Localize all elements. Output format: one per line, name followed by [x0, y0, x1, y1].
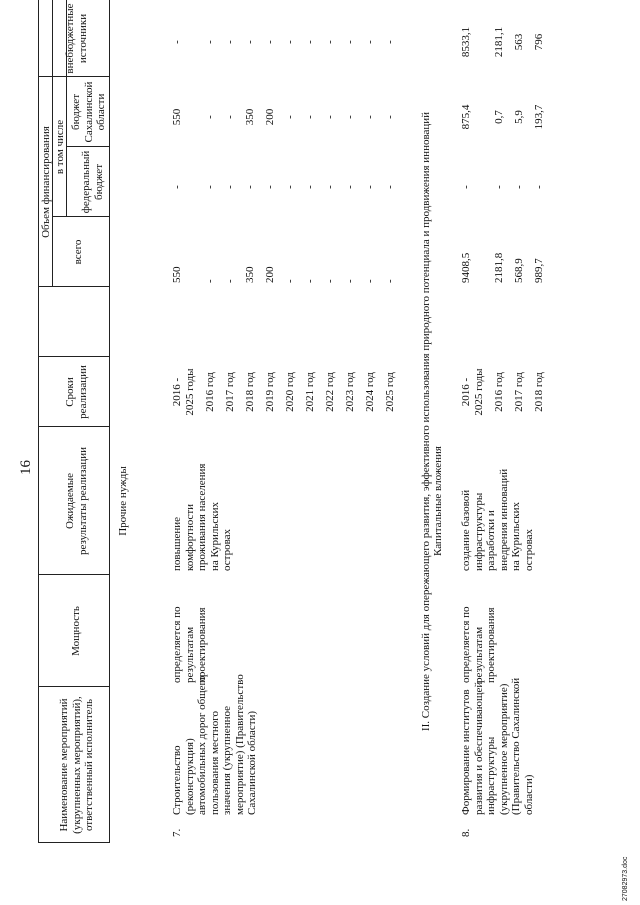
reg-cell: -: [344, 115, 356, 119]
total-cell: 9408,5: [460, 252, 472, 283]
total-cell: 200: [264, 266, 276, 283]
ext-cell: -: [344, 40, 356, 44]
term-cell: 2022 год: [324, 372, 336, 412]
total-cell: -: [364, 279, 376, 283]
section-capital: Капитальные вложения: [432, 446, 444, 556]
ext-cell: -: [364, 40, 376, 44]
header-bottom-border: [109, 0, 110, 843]
fed-cell: -: [384, 185, 396, 189]
term-cell: 2020 год: [284, 372, 296, 412]
header-total: всего: [72, 239, 84, 265]
fed-cell: -: [171, 185, 183, 189]
header-name: Наименование мероприятий (укрупненных мероприятий), ответственный исполнитель: [58, 696, 95, 834]
reg-cell: -: [204, 115, 216, 119]
reg-cell: 550: [171, 108, 183, 126]
ext-cell: -: [224, 40, 236, 44]
term-cell: 2017 год: [513, 372, 525, 412]
fed-cell: -: [204, 185, 216, 189]
term-cell: 2024 год: [364, 372, 376, 412]
total-cell: 568,9: [513, 258, 525, 283]
header-including: в том числе: [54, 119, 66, 175]
ext-cell: -: [264, 40, 276, 44]
ext-cell: -: [244, 40, 256, 44]
term-cell: 2016 год: [204, 372, 216, 412]
total-cell: 989,7: [533, 258, 545, 283]
reg-cell: -: [224, 115, 236, 119]
term-cell: 2016 - 2025 годы: [171, 368, 196, 416]
item7-results: повышение комфортности проживания населения на Курильских островах: [171, 463, 233, 571]
term-cell: 2019 год: [264, 372, 276, 412]
ext-cell: 796: [533, 33, 545, 51]
reg-cell: 0,7: [493, 110, 505, 124]
total-cell: -: [324, 279, 336, 283]
reg-cell: 350: [244, 108, 256, 126]
fed-cell: -: [324, 185, 336, 189]
table-top-border: [38, 0, 39, 843]
section-other-needs: Прочие нужды: [117, 466, 129, 536]
total-cell: -: [224, 279, 236, 283]
term-cell: 2025 год: [384, 372, 396, 412]
header-regional: бюджет Сахалинской области: [70, 81, 107, 143]
page-number: 16: [18, 460, 34, 475]
ext-cell: -: [384, 40, 396, 44]
ext-cell: 8533,1: [460, 26, 472, 58]
fed-cell: -: [460, 185, 472, 189]
total-cell: -: [344, 279, 356, 283]
total-cell: 550: [171, 266, 183, 283]
ext-cell: -: [324, 40, 336, 44]
fed-cell: -: [513, 185, 525, 189]
total-cell: -: [204, 279, 216, 283]
total-cell: 2181,8: [493, 252, 505, 283]
term-cell: 2023 год: [344, 372, 356, 412]
reg-cell: -: [364, 115, 376, 119]
header-federal: федеральный бюджет: [80, 150, 105, 214]
item7-power: определяется по результатам проектирования: [171, 606, 208, 683]
header-extra: внебюджетные источники: [64, 3, 89, 74]
ext-cell: -: [204, 40, 216, 44]
reg-cell: 193,7: [533, 104, 545, 130]
ext-cell: -: [171, 40, 183, 44]
fed-cell: -: [364, 185, 376, 189]
reg-cell: -: [284, 115, 296, 119]
header-power: Мощность: [70, 606, 82, 656]
ext-cell: 563: [513, 33, 525, 51]
reg-cell: 200: [264, 108, 276, 126]
reg-cell: 5,9: [513, 110, 525, 124]
reg-cell: -: [384, 115, 396, 119]
ext-cell: -: [304, 40, 316, 44]
term-cell: 2017 год: [224, 372, 236, 412]
item8-name: Формирование институтов развития и обеспечивающей инфраструктуры (укрупненное мероприятие) (Правительство Сахалинской области): [460, 677, 535, 815]
total-cell: -: [384, 279, 396, 283]
term-cell: 2016 год: [493, 372, 505, 412]
reg-cell: -: [304, 115, 316, 119]
header-funding: Объем финансирования: [40, 126, 52, 238]
term-cell: 2018 год: [244, 372, 256, 412]
header-results: Ожидаемые результаты реализации: [64, 447, 89, 555]
term-cell: 2016 - 2025 годы: [460, 368, 485, 416]
fed-cell: -: [264, 185, 276, 189]
reg-cell: -: [324, 115, 336, 119]
item7-name: Строительство (реконструкция) автомобильных дорог общего пользования местного значения (укрупненное мероприятие) (Правительство Сахалинской области): [171, 674, 258, 815]
fed-cell: -: [493, 185, 505, 189]
term-cell: 2021 год: [304, 372, 316, 412]
total-cell: -: [304, 279, 316, 283]
item8-results: создание базовой инфраструктуры разработки и внедрения инноваций на Курильских островах: [460, 468, 535, 571]
header-terms: Сроки реализации: [64, 365, 89, 419]
fed-cell: -: [244, 185, 256, 189]
fed-cell: -: [304, 185, 316, 189]
footer-filename: 27082973.doc: [622, 856, 629, 901]
fed-cell: -: [344, 185, 356, 189]
section-ii-title: II. Создание условий для опережающего развития, эффективного использования природного потенциала и продвижения инноваций: [420, 111, 432, 732]
ext-cell: 2181,1: [493, 26, 505, 58]
total-cell: -: [284, 279, 296, 283]
fed-cell: -: [284, 185, 296, 189]
item8-number: 8.: [460, 828, 472, 837]
fed-cell: -: [533, 185, 545, 189]
fed-cell: -: [224, 185, 236, 189]
ext-cell: -: [284, 40, 296, 44]
item7-number: 7.: [171, 828, 183, 837]
item8-power: определяется по результатам проектирования: [460, 606, 497, 683]
term-cell: 2018 год: [533, 372, 545, 412]
total-cell: 350: [244, 266, 256, 283]
reg-cell: 875,4: [460, 104, 472, 130]
